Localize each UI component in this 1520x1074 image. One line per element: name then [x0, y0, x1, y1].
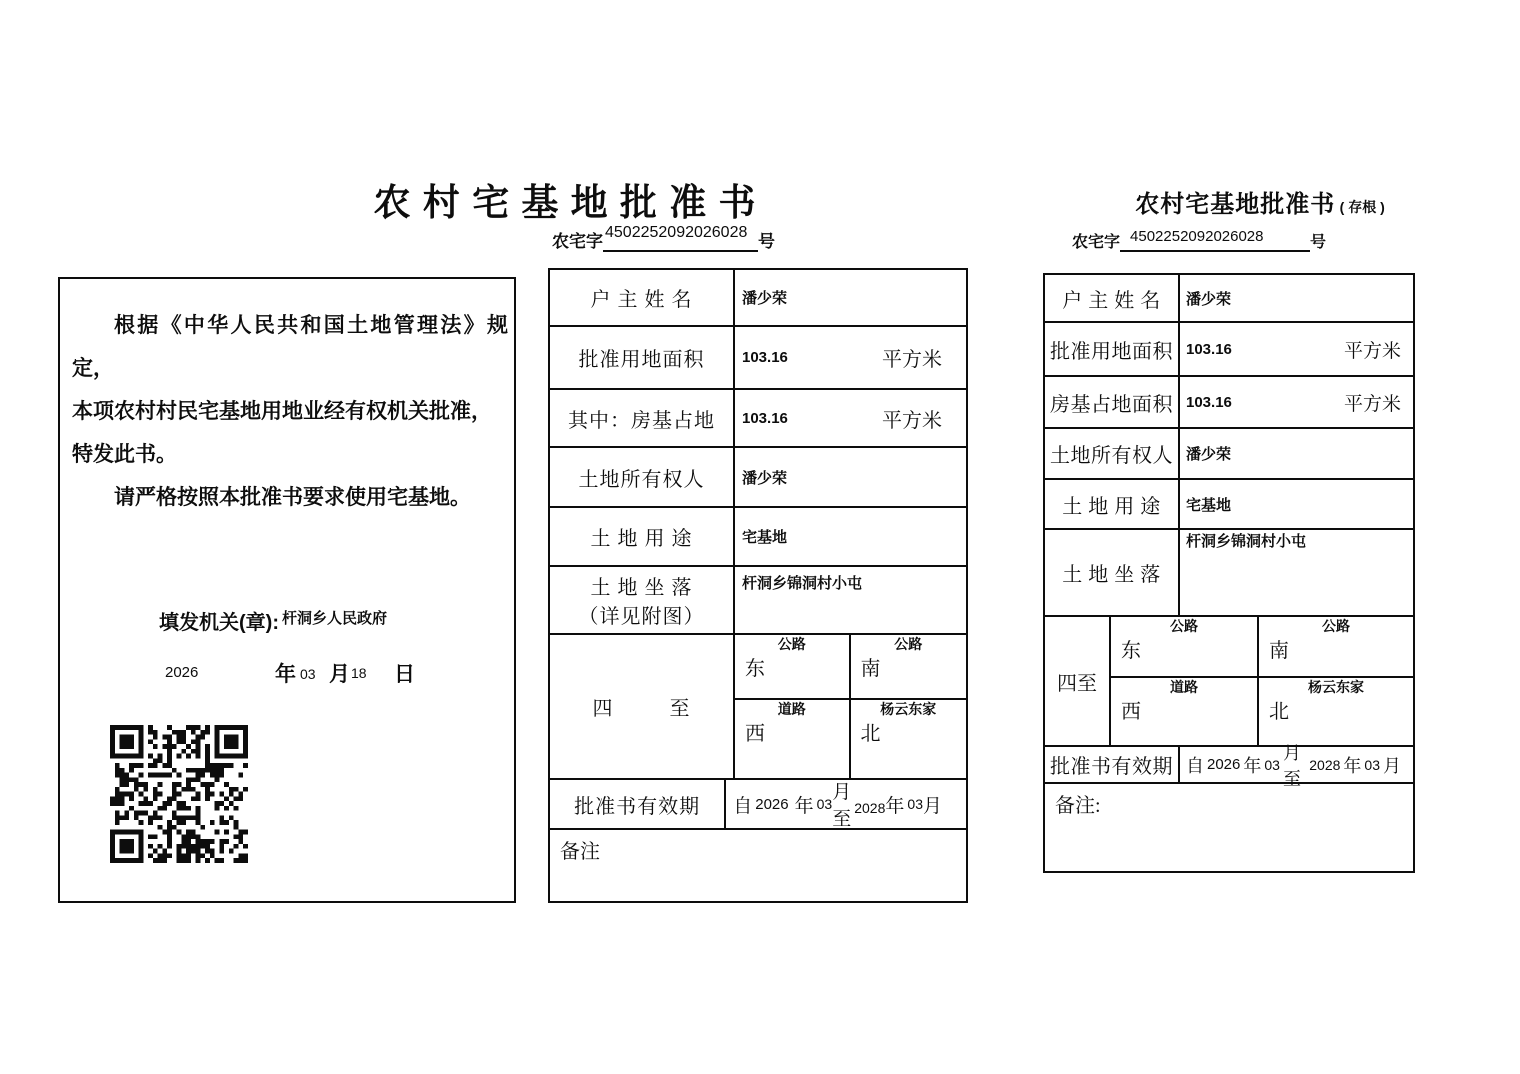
- issue-date-month: 03: [300, 666, 316, 682]
- boundaries-label-right: 至: [669, 698, 691, 720]
- validity-prefix: 自: [1186, 755, 1204, 776]
- field-value: 潘少荣: [1186, 446, 1232, 463]
- validity-to-month: 03: [1364, 756, 1380, 773]
- validity-from-month: 03: [1264, 756, 1280, 773]
- notice-line: 本项农村村民宅基地用地业经有权机关批准，: [72, 400, 492, 423]
- table-row-approved-area: [1045, 323, 1413, 377]
- qr-code-icon: [110, 725, 248, 863]
- boundary-west-direction: 西: [1121, 700, 1141, 723]
- doc-number-prefix: 农宅字: [552, 232, 603, 252]
- boundary-south-adjacent: 公路: [894, 636, 923, 652]
- field-unit: 平方米: [882, 409, 942, 432]
- field-value: 潘少荣: [742, 469, 788, 487]
- doc-number-underline: [603, 224, 758, 252]
- field-label: 其中：房基占地: [550, 390, 735, 446]
- stub-doc-number-underline: [1120, 226, 1310, 252]
- issuer-line: [159, 606, 387, 635]
- validity-to-year: 2028: [854, 800, 886, 816]
- field-value: 103.16: [742, 349, 788, 366]
- boundary-east: [1111, 617, 1259, 678]
- boundary-west-adjacent: 道路: [777, 701, 806, 717]
- validity-prefix: 自: [733, 795, 753, 817]
- issue-date-day: 18: [351, 665, 367, 681]
- stub-doc-number-prefix: 农宅字: [1072, 234, 1121, 252]
- stub-table: [1043, 273, 1415, 873]
- doc-number-line: [552, 222, 775, 252]
- table-row-land-use: [550, 508, 966, 567]
- remarks-label: 备注: [560, 841, 600, 863]
- field-unit: 平方米: [1343, 340, 1401, 362]
- doc-number-value: 4502252092026028: [605, 224, 748, 241]
- boundary-west: [735, 700, 851, 778]
- field-label: 批准用地面积: [1045, 323, 1180, 375]
- field-value: 103.16: [1186, 340, 1232, 358]
- field-value: 杆洞乡锦洞村小屯: [1186, 533, 1307, 550]
- stub-doc-number-value: 4502252092026028: [1130, 228, 1264, 245]
- field-label: 批准书有效期: [1045, 747, 1180, 782]
- issue-date-year-unit: 年: [275, 663, 296, 686]
- approval-table: [548, 268, 968, 903]
- doc-number-suffix: 号: [758, 232, 775, 252]
- boundary-north: [1259, 678, 1413, 745]
- table-row-land-owner: [1045, 429, 1413, 480]
- notice-line: 特发此书。: [72, 443, 177, 466]
- boundary-north-direction: 北: [1268, 700, 1289, 723]
- table-row-land-use: [1045, 480, 1413, 530]
- field-label: 土地所有权人: [550, 448, 735, 506]
- validity-suffix: 月: [1383, 755, 1401, 776]
- field-label: 户 主 姓 名: [550, 270, 735, 325]
- table-row-house-footprint: [1045, 377, 1413, 429]
- stub-doc-number-line: [1072, 224, 1326, 252]
- notice-line: 根据《中华人民共和国土地管理法》规定，: [72, 314, 508, 380]
- table-row-validity: [1045, 742, 1413, 789]
- validity-to-month: 03: [907, 796, 923, 812]
- field-value: 杆洞乡锦洞村小屯: [742, 575, 863, 592]
- table-row-householder: [550, 270, 966, 327]
- boundary-north: [851, 700, 967, 778]
- validity-to-year-unit: 年: [1343, 755, 1362, 776]
- boundary-south: [851, 635, 967, 700]
- stub-title-suffix: ( 存根 ): [1339, 199, 1385, 215]
- remarks-label: 备注:: [1055, 795, 1101, 817]
- field-label: 户 主 姓 名: [1045, 275, 1180, 321]
- page-title: 农 村 宅 基 地 批 准 书: [373, 182, 757, 223]
- field-label-line: 土 地 坐 落: [590, 577, 693, 599]
- boundary-north-adjacent: 杨云东家: [880, 701, 937, 717]
- issuer-name: 杆洞乡人民政府: [281, 610, 387, 627]
- boundary-north-adjacent: 杨云东家: [1307, 679, 1364, 695]
- field-label: 批准用地面积: [550, 327, 735, 388]
- table-row-boundaries: [1045, 617, 1413, 747]
- boundary-east-direction: 东: [1121, 639, 1141, 662]
- field-label: 四至: [1045, 617, 1111, 745]
- validity-from-year: 2026: [755, 795, 789, 813]
- stub-title-text: 农村宅基地批准书: [1135, 191, 1336, 218]
- boundary-east-direction: 东: [745, 657, 765, 680]
- field-label: 土地所有权人: [1045, 429, 1180, 478]
- issuer-label: 填发机关(章):: [159, 612, 279, 634]
- boundary-south: [1259, 617, 1413, 678]
- validity-from-year-unit: 年: [1243, 755, 1262, 776]
- field-label: 房基占地面积: [1045, 377, 1180, 427]
- table-row-location: [550, 567, 966, 635]
- issue-date-month-unit: 月: [329, 663, 350, 686]
- field-value: 潘少荣: [742, 290, 788, 307]
- validity-mid: 月至: [832, 782, 852, 830]
- table-row-remarks: [550, 830, 966, 901]
- field-value: 103.16: [1186, 393, 1232, 411]
- field-label-note: （详见附图）: [578, 606, 705, 628]
- field-unit: 平方米: [1343, 393, 1401, 415]
- validity-from-month: 03: [816, 796, 833, 812]
- field-label: 土 地 坐 落: [1045, 530, 1180, 615]
- validity-from-year: 2026: [1207, 756, 1241, 773]
- validity-mid: 月至: [1282, 742, 1301, 789]
- boundary-west-direction: 西: [745, 722, 765, 745]
- issue-date-year: 2026: [165, 664, 199, 681]
- field-value: 潘少荣: [1186, 290, 1232, 308]
- field-label: 土 地 用 途: [550, 508, 735, 565]
- validity-suffix: 月: [922, 795, 942, 817]
- validity-from-year-unit: 年: [794, 795, 814, 817]
- notice-line: 请严格按照本批准书要求使用宅基地。: [114, 486, 471, 509]
- boundary-east-adjacent: 公路: [1169, 618, 1198, 634]
- field-value: 宅基地: [1186, 496, 1232, 514]
- boundary-east: [735, 635, 851, 700]
- notice-box: [58, 277, 516, 903]
- field-label: [550, 635, 735, 778]
- field-label: [550, 567, 735, 633]
- boundary-west-adjacent: 道路: [1169, 679, 1198, 695]
- table-row-approved-area: [550, 327, 966, 390]
- table-row-house-footprint: [550, 390, 966, 448]
- field-label: 土 地 用 途: [1045, 480, 1180, 528]
- boundary-south-direction: 南: [860, 657, 881, 680]
- boundary-south-direction: 南: [1268, 639, 1289, 662]
- field-label: 批准书有效期: [550, 780, 726, 828]
- boundaries-grid: [735, 635, 966, 778]
- boundary-south-adjacent: 公路: [1321, 618, 1350, 634]
- table-row-location: [1045, 530, 1413, 617]
- boundary-east-adjacent: 公路: [777, 636, 806, 652]
- stub-title: [1075, 184, 1445, 219]
- validity-to-year-unit: 年: [885, 795, 905, 817]
- boundaries-grid: [1111, 617, 1413, 745]
- table-row-remarks: [1045, 784, 1413, 871]
- stub-doc-number-suffix: 号: [1310, 234, 1327, 252]
- validity-value: [1180, 742, 1413, 789]
- field-value: 宅基地: [742, 529, 788, 546]
- validity-value: [726, 780, 966, 828]
- issue-date-day-unit: 日: [394, 663, 415, 686]
- table-row-validity: [550, 780, 966, 830]
- field-unit: 平方米: [882, 349, 942, 371]
- table-row-boundaries: [550, 635, 966, 780]
- field-value: 103.16: [742, 409, 788, 427]
- notice-paragraph: [72, 304, 508, 519]
- validity-to-year: 2028: [1309, 756, 1341, 773]
- boundaries-label-left: 四: [592, 698, 614, 720]
- table-row-land-owner: [550, 448, 966, 508]
- boundary-west: [1111, 678, 1259, 745]
- boundary-north-direction: 北: [860, 722, 881, 745]
- table-row-householder: [1045, 275, 1413, 323]
